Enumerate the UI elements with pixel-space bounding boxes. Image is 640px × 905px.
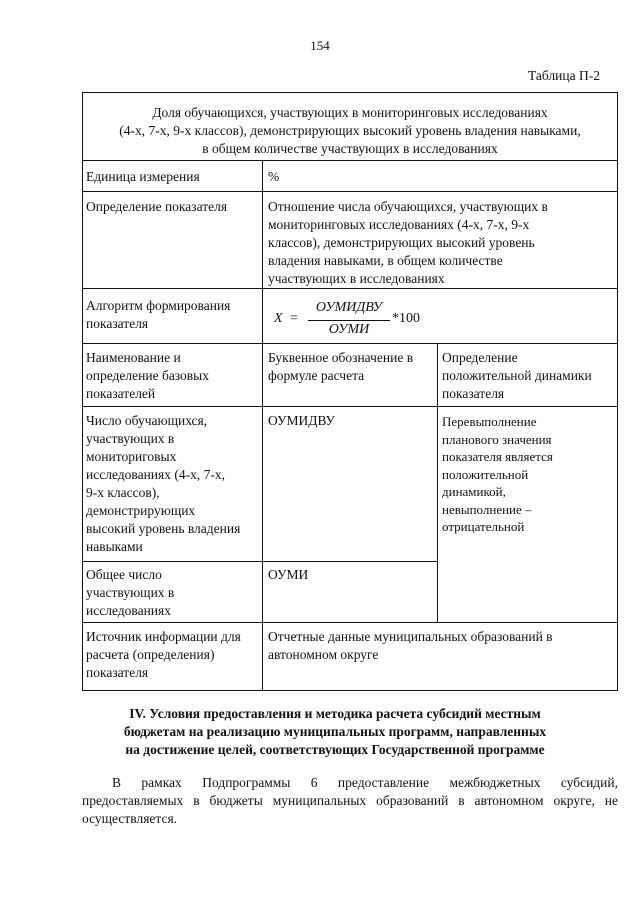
row1-dynamics (442, 413, 553, 536)
table-title-line: (4-х, 7-х, 9-х классов), демонстрирующих высокий уровень владения навыками, (119, 123, 581, 138)
dynamics-line: планового значения (442, 431, 552, 447)
base-header-name (86, 349, 209, 403)
table-border-bottom (82, 690, 618, 691)
paragraph-line: В рамках Подпрограммы 6 предоставление межбюджетных субсидий, (112, 775, 618, 790)
section-heading-line: на достижение целей, соответствующих Государственной программе (125, 742, 545, 757)
row1-name-line: демонстрирующих (86, 503, 196, 518)
row1-name-line: исследованиях (4-х, 7-х, (86, 467, 225, 482)
source-value (268, 628, 553, 664)
section-heading (100, 705, 570, 759)
base-header-symbol (268, 349, 413, 385)
dynamics-line: положительной (442, 466, 529, 482)
unit-value: % (268, 169, 280, 184)
row2-name-line: Общее число (86, 567, 162, 582)
table-line (82, 343, 618, 344)
dynamics-line: Перевыполнение (442, 414, 537, 429)
table-border-left (82, 92, 83, 691)
row2-name (86, 566, 174, 620)
row2-name-line: исследованиях (86, 603, 171, 618)
table-title-line: в общем количестве участвующих в исследованиях (202, 141, 498, 156)
dynamics-line: динамикой, (442, 484, 506, 499)
dynamics-line: показателя является (442, 449, 553, 464)
row1-name-line: участвующих в (86, 431, 175, 446)
header-line: Наименование и (86, 350, 181, 365)
header-line: положительной динамики (442, 368, 592, 383)
formula (274, 300, 444, 342)
algorithm-label (86, 297, 230, 333)
row1-name-line: Число обучающихся, (86, 413, 208, 428)
paragraph-line: не осуществляется. (82, 793, 619, 826)
header-line: определение базовых (86, 368, 210, 383)
paragraph-line: предоставляемых в бюджеты муниципальных образований в автономном округе, (82, 793, 595, 808)
table-line (82, 160, 618, 161)
table-border-right (617, 92, 618, 691)
dynamics-line: невыполнение – (442, 501, 532, 517)
table-line (82, 622, 618, 623)
formula-numerator: ОУМИДВУ (315, 300, 383, 315)
page-number: 154 (310, 38, 330, 53)
table-line (82, 561, 438, 562)
row2-symbol: ОУМИ (268, 567, 309, 582)
header-line: показателя (442, 386, 505, 401)
table-label: Таблица П-2 (528, 68, 600, 83)
definition-line: участвующих в исследованиях (268, 271, 445, 286)
base-header-dynamics (442, 349, 592, 403)
table-border-top (82, 92, 618, 93)
unit-label: Единица измерения (86, 169, 200, 184)
row1-name (86, 412, 240, 556)
source-label-line: Источник информации для (86, 629, 241, 644)
formula-equals: = (290, 311, 298, 326)
body-paragraph (82, 774, 618, 828)
formula-lhs: X (274, 311, 283, 326)
row1-name-line: мониториговых (86, 449, 177, 464)
definition-line: владения навыками, в общем количестве (268, 253, 503, 268)
table-line (82, 191, 618, 192)
table-line (82, 288, 618, 289)
table-column-divider (262, 160, 263, 691)
header-line: Буквенное обозначение в (268, 350, 414, 365)
section-heading-line: IV. Условия предоставления и методика расчета субсидий местным (129, 706, 541, 721)
header-line: показателей (86, 386, 156, 401)
table-line (82, 406, 618, 407)
definition-line: мониторинговых исследованиях (4-х, 7-х, 9-х (268, 217, 530, 232)
dynamics-line: отрицательной (442, 519, 525, 534)
table-title-line: Доля обучающихся, участвующих в мониторинговых исследованиях (152, 105, 548, 120)
source-label-line: показателя (86, 665, 149, 680)
source-label-line: расчета (определения) (86, 647, 215, 662)
formula-denominator: ОУМИ (328, 322, 370, 337)
section-heading-line: бюджетам на реализацию муниципальных программ, направленных (123, 724, 547, 739)
header-line: формуле расчета (268, 368, 365, 383)
definition-label: Определение показателя (86, 199, 228, 214)
header-line: Определение (442, 350, 518, 365)
definition-text (268, 198, 613, 288)
table-title (84, 104, 616, 158)
row2-name-line: участвующих в (86, 585, 175, 600)
algorithm-label-line: показателя (86, 316, 149, 331)
row1-name-line: навыками (86, 539, 143, 554)
source-label (86, 628, 241, 682)
formula-multiplier: *100 (392, 311, 420, 326)
table-column-divider (437, 343, 438, 622)
formula-fraction-bar (308, 320, 390, 321)
definition-line: Отношение числа обучающихся, участвующих в (268, 199, 548, 214)
row1-symbol: ОУМИДВУ (268, 413, 335, 428)
source-value-line: Отчетные данные муниципальных образований в (268, 629, 553, 644)
row1-name-line: 9-х классов), (86, 485, 160, 500)
definition-line: классов), демонстрирующих высокий уровень (268, 235, 535, 250)
row1-name-line: высокий уровень владения (86, 521, 241, 536)
algorithm-label-line: Алгоритм формирования (86, 298, 231, 313)
source-value-line: автономном округе (268, 647, 379, 662)
